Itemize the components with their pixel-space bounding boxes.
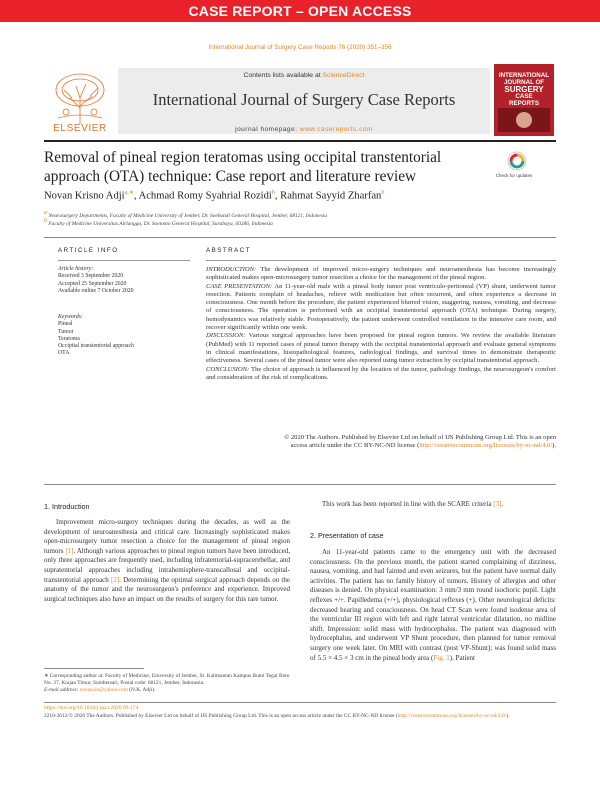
abstract-label: CASE PRESENTATION: (206, 282, 273, 290)
abstract-text: The choice of approach is influenced by the location of the tumor, pathology findings, the neurosurgeon's comfort and consideration of the risk of complications. (206, 365, 556, 381)
body-rule (44, 484, 556, 485)
email-suffix: (N.K. Adji). (127, 687, 156, 693)
affiliation-mark: a (44, 210, 47, 216)
presentation-heading: 2. Presentation of case (310, 531, 384, 540)
abstract-body (206, 266, 556, 382)
check-for-updates-label[interactable]: Check for updates (495, 173, 533, 178)
abstract-label: CONCLUSION: (206, 365, 250, 373)
footnote (44, 673, 290, 694)
abstract-section (206, 332, 556, 365)
author-name[interactable]: Rahmat Sayyid Zharfan (280, 190, 382, 202)
history-item: Accepted 25 September 2020 (58, 280, 127, 287)
copyright-line: © 2020 The Authors. Published by Elsevier Ltd on behalf of IJS Publishing Group Ltd. This is an open (284, 434, 556, 441)
cover-title (494, 72, 554, 107)
copyright-line (206, 442, 556, 450)
body-text: This work has been reported in line with the SCARE criteria (322, 500, 494, 508)
article-title: Removal of pineal region teratomas using occipital transtentorial approach (OTA) technique: Case report and literature review (44, 149, 442, 185)
author-name[interactable]: Novan Krisno Adji (44, 190, 125, 202)
keyword: OTA (58, 350, 70, 357)
cover-line: CASE (515, 93, 533, 100)
keyword: Teratoma (58, 335, 80, 342)
scare-paragraph (310, 500, 556, 510)
section-rule (44, 237, 556, 238)
license-suffix: ). (506, 713, 510, 719)
banner: CASE REPORT – OPEN ACCESS (0, 0, 600, 22)
affiliation-mark: b (44, 218, 47, 224)
abstract-rule (206, 260, 556, 261)
copyright-prefix: access article under the CC BY-NC-ND license ( (290, 442, 420, 450)
author-affiliation-mark[interactable]: a,∗ (124, 190, 134, 196)
abstract-label: INTRODUCTION: (206, 266, 257, 273)
cover-line: JOURNAL OF (503, 79, 545, 86)
author-affiliation-mark[interactable]: b (381, 190, 385, 196)
journal-homepage (118, 126, 490, 133)
history-label: Article history: (58, 266, 94, 272)
contents-prefix: Contents lists available at (243, 72, 323, 79)
footnote-rule (44, 668, 144, 669)
email-line (44, 687, 290, 694)
affiliation-text: Faculty of Medicine Universitas Airlangga, Dr. Soetomo General Hospital, Surabaya, 60286, Indonesia (48, 220, 273, 227)
affiliation-text: Neurosurgery Departments, Faculty of Medicine University of Jember, Dr. Soebandi General Hospital, Jember, 68121, Indonesia (48, 212, 328, 219)
homepage-link[interactable]: www.casereports.com (299, 126, 373, 133)
abstract-copyright (206, 434, 556, 451)
header-rule (44, 140, 556, 142)
abstract-text: The development of improved micro-surgery techniques and neuroanesthesia has become increasingly sophisticated makes open-microsurgery tumor resection a choice for the management of the pineal region. (206, 266, 556, 282)
body-text: ). Patient (449, 653, 475, 662)
elsevier-tree-logo-icon (48, 68, 112, 130)
license-prefix: 2210-2612/© 2020 The Authors. Published by Elsevier Ltd on behalf of IJS Publishing Group Ltd. This is an open access article under the CC BY-NC-ND license ( (44, 713, 398, 719)
abstract-text: Various surgical approaches have been proposed for pineal region tumors. We review the available literature (PubMed) with 11 reported cases of pineal tumor therapy with the occipital transtentorial approach and evaluate general symptoms in clinical manifestations, histopathological features, radiological findings, and survival times to demonstrate therapeutic effectiveness. Several cases of the pineal tumor were also reported using tumor extraction by occipital transtentorial approach. (206, 332, 556, 365)
body-text: . Although various approaches to pineal region tumors have been introduced, only three approaches are frequently used, including infratentorial-supracerebellar, and supratentorial approaches including intrahemisphere-transcallosal and occipital-transtentorial approach (44, 546, 290, 584)
bottom-rule (44, 702, 556, 703)
article-info-heading: ARTICLE INFO (58, 247, 119, 254)
abstract-section (206, 283, 556, 333)
body-text: An 11-year-old patients came to the emergency unit with the decreased consciousness. On the previous month, the patient started complaining of dizziness, nausea, vomiting, and had fainted and even seizures, but the patient have normal daily activities. The patient has no family history of tumors. History of allergies and other diseases is denied. On physical examination: 3 mm/3 mm round isochoric pupil. Light reflexes +/+. Papilledema (+/+), physiological reflexes (+). Other neurological deficits: decreased hearing and consciousness. On head CT Scan were found isodense area of the ventricular III region with left and right lateral ventricular dilatation, no midline shift. Impression: solid mass with hydrocephalus. The patient was diagnosed with hydrocephalus, and underwent VP Shunt procedure, then planned for tumor removal surgery one week later. On MRI with contrast (post VP-Shunt); was found solid mass of 5.5 × 4.5 × 3 cm in the pineal body area ( (310, 548, 556, 662)
license-note (44, 713, 556, 720)
citation-link[interactable]: [3] (493, 500, 502, 508)
contents-line (118, 72, 490, 79)
license-link[interactable]: http://creativecommons.org/licenses/by-nc-nd/4.0/ (419, 442, 553, 450)
email-label: E-mail address: (44, 687, 80, 693)
body-text: Improvement micro-surgery techniques during the decades, as well as the development of neuroanesthesia and critical care. Increasingly sophisticated makes open-microsurgery tumor resection a choice for the management of pineal region tumors (44, 518, 290, 555)
citation-link[interactable]: [2] (110, 575, 120, 584)
keyword: Tumor (58, 328, 74, 335)
homepage-prefix: journal homepage: (235, 126, 300, 133)
journal-citation[interactable]: International Journal of Surgery Case Reports 76 (2020) 351–356 (208, 44, 392, 51)
journal-title: International Journal of Surgery Case Reports (152, 90, 456, 109)
check-for-updates-icon[interactable] (500, 150, 534, 174)
author-list: Novan Krisno Adji$^{a,∗}$, Achmad Romy Syahrial Rozidi$^b$, Rahmat Sayyid Zharfan$^b$ (44, 190, 385, 202)
abstract-label: DISCUSSION: (206, 332, 246, 340)
copyright-suffix: ). (552, 442, 556, 450)
license-link[interactable]: http://creativecommons.org/licenses/by-nc-nd/4.0/ (397, 713, 507, 719)
cover-line: SURGERY (504, 85, 544, 94)
keyword: Occipital transtentorial approach (58, 343, 134, 350)
article-history (58, 266, 198, 295)
abstract-text: An 11-year-old male with a pineal body tumor post ventriculo-peritoneal (VP) shunt, underwent tumor resection. Patients complain of headaches, relieve with medication but often recurrent, and often experience a decrease in consciousness. One month before the procedure, the patient experienced blurred vision, staggering, nausea, vomiting, and decrease of consciousness. The operation is performed with an occipital transtentorial approach (OTA) technique. During surgery, hemodynamics was relatively stable. Postoperatively, the patient underwent controlled ventilation in the intensive care room, and recover significantly within one week. (206, 282, 556, 332)
author-name[interactable]: Achmad Romy Syahrial Rozidi (138, 190, 272, 202)
doi-link[interactable]: https://doi.org/10.1016/j.ijscr.2020.09.174 (44, 705, 139, 711)
introduction-paragraph (44, 518, 290, 604)
email-link[interactable]: novan.ks@yahoo.com (79, 687, 128, 693)
elsevier-wordmark: ELSEVIER (53, 123, 107, 134)
abstract-section (206, 366, 556, 383)
history-item: Received 3 September 2020 (58, 273, 124, 280)
abstract-heading: ABSTRACT (206, 247, 252, 254)
cover-line: REPORTS (509, 100, 539, 107)
corresponding-author-note: ∗ Corresponding author at: Faculty of Medicine, University of Jember, St. Kalimantan Kampus Bumi Tegal Boto No. 37, Krajan Timur, Sumbersari, Postal code: 68121, Jember, Indonesia. (44, 673, 290, 686)
keywords (58, 314, 198, 358)
keywords-label: Keywords: (58, 314, 83, 320)
body-text: . Determining the optimal surgical approach depends on the anatomy of the tumor and the neurosurgeon's preference and experience. Improved surgical techniques also have an impact on the results of surgery for this rare tumor. (44, 575, 290, 603)
keyword: Pineal (58, 321, 73, 328)
case-paragraph (310, 548, 556, 663)
author-affiliation-mark[interactable]: b (271, 190, 275, 196)
abstract-section (206, 266, 556, 283)
citation-link[interactable]: [1] (65, 546, 74, 555)
article-info-rule (58, 260, 190, 261)
affiliation (44, 218, 556, 227)
cover-line: INTERNATIONAL (498, 72, 550, 79)
history-item: Available online 7 October 2020 (58, 287, 134, 294)
body-text: . (501, 500, 504, 508)
figure-link[interactable]: Fig. 1 (433, 653, 450, 662)
introduction-heading: 1. Introduction (44, 502, 90, 511)
sciencedirect-link[interactable]: ScienceDirect (322, 72, 365, 79)
